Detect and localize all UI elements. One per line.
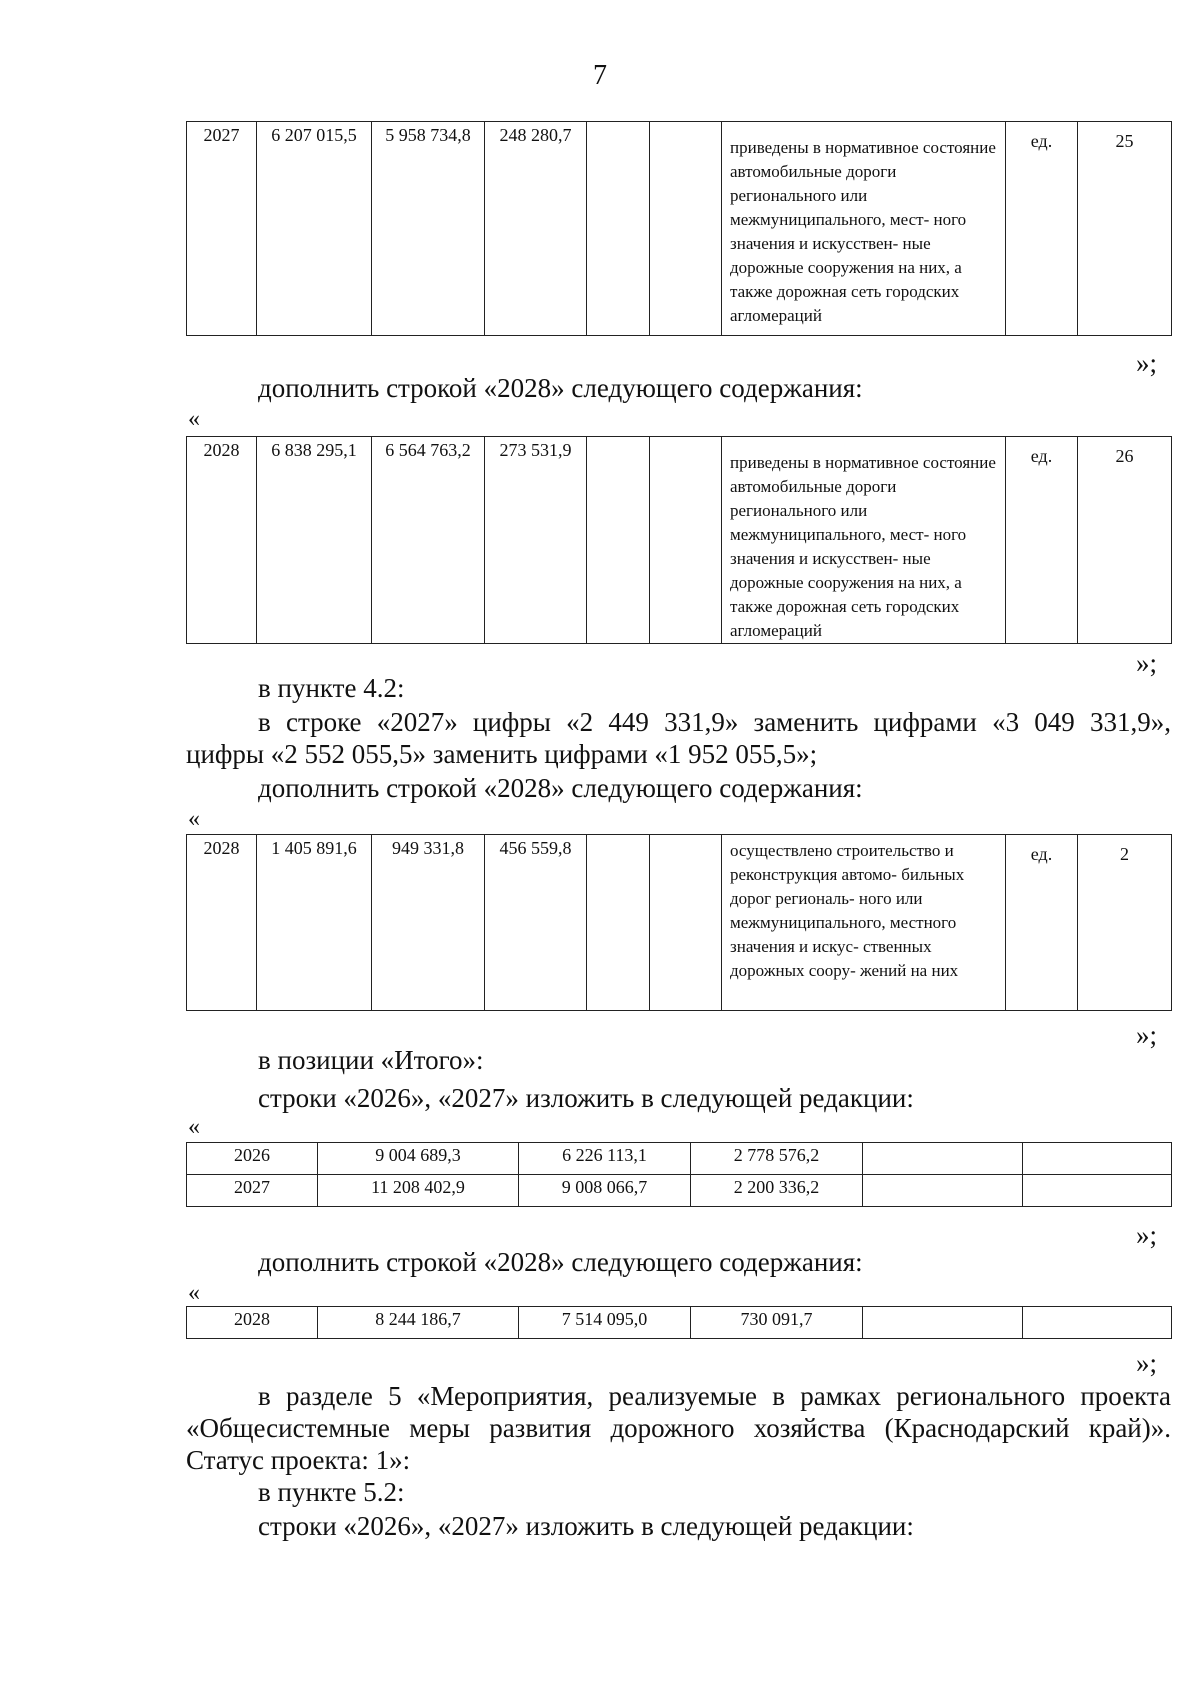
empty-cell (650, 122, 722, 336)
closing-quote: »; (1136, 1220, 1158, 1250)
total-cell: 11 208 402,9 (318, 1175, 519, 1207)
regional-cell: 6 564 763,2 (372, 437, 485, 644)
regional-cell: 7 514 095,0 (519, 1307, 691, 1339)
regional-cell: 5 958 734,8 (372, 122, 485, 336)
empty-cell (863, 1307, 1023, 1339)
year-cell: 2027 (187, 1175, 318, 1207)
opening-quote: « (188, 1114, 200, 1140)
year-cell: 2028 (187, 437, 257, 644)
description-cell: приведены в нормативное состояние автомобильные дороги регионального или межмуниципального, мест- ного значения и искусствен- ные дорожные сооружения на них, а также дорожная сеть городских агломераций (722, 437, 1006, 644)
federal-cell: 248 280,7 (485, 122, 587, 336)
empty-cell (587, 835, 650, 1011)
paragraph-item-4-2: в пункте 4.2: (258, 673, 405, 703)
table-row (187, 1307, 1172, 1339)
empty-cell (863, 1175, 1023, 1207)
total-cell: 6 207 015,5 (257, 122, 372, 336)
paragraph-add-row-2028: дополнить строкой «2028» следующего содержания: (258, 1247, 863, 1277)
table-itogo-2026-2027 (186, 1142, 1172, 1207)
federal-cell: 273 531,9 (485, 437, 587, 644)
table-row (187, 1175, 1172, 1207)
federal-cell: 2 200 336,2 (691, 1175, 863, 1207)
description-cell: приведены в нормативное состояние автомобильные дороги регионального или межмуниципального, мест- ного значения и искусствен- ные дорожные сооружения на них, а также дорожная сеть городских агломераций (722, 122, 1006, 336)
paragraph-item-5-2: в пункте 5.2: (258, 1477, 405, 1507)
total-cell: 8 244 186,7 (318, 1307, 519, 1339)
paragraph-section-5-cont: «Общесистемные меры развития дорожного хозяйства (Краснодарский край)». (186, 1413, 1171, 1443)
page-number: 7 (593, 60, 607, 91)
opening-quote: « (188, 806, 200, 832)
paragraph-add-row-2028: дополнить строкой «2028» следующего содержания: (258, 373, 863, 403)
regional-cell: 6 226 113,1 (519, 1143, 691, 1175)
unit-cell: ед. (1006, 122, 1078, 336)
unit-cell: ед. (1006, 835, 1078, 1011)
count-cell: 2 (1078, 835, 1172, 1011)
federal-cell: 2 778 576,2 (691, 1143, 863, 1175)
total-cell: 1 405 891,6 (257, 835, 372, 1011)
table-2028-construction (186, 834, 1172, 1011)
paragraph-rows-2026-2027: строки «2026», «2027» изложить в следующей редакции: (258, 1083, 914, 1113)
count-cell: 25 (1078, 122, 1172, 336)
closing-quote: »; (1136, 1020, 1158, 1050)
federal-cell: 730 091,7 (691, 1307, 863, 1339)
empty-cell (587, 122, 650, 336)
paragraph-section-5: в разделе 5 «Мероприятия, реализуемые в рамках регионального проекта (258, 1381, 1171, 1411)
year-cell: 2028 (187, 835, 257, 1011)
paragraph-add-row-2028: дополнить строкой «2028» следующего содержания: (258, 773, 863, 803)
table-2027-roads (186, 121, 1172, 336)
regional-cell: 9 008 066,7 (519, 1175, 691, 1207)
federal-cell: 456 559,8 (485, 835, 587, 1011)
year-cell: 2028 (187, 1307, 318, 1339)
empty-cell (1023, 1175, 1172, 1207)
paragraph-replace-figures-cont: цифры «2 552 055,5» заменить цифрами «1 952 055,5»; (186, 739, 818, 769)
empty-cell (1023, 1143, 1172, 1175)
closing-quote: »; (1136, 348, 1158, 378)
paragraph-itogo: в позиции «Итого»: (258, 1045, 484, 1075)
closing-quote: »; (1136, 1348, 1158, 1378)
empty-cell (1023, 1307, 1172, 1339)
paragraph-rows-2026-2027: строки «2026», «2027» изложить в следующей редакции: (258, 1511, 914, 1541)
empty-cell (587, 437, 650, 644)
table-itogo-2028 (186, 1306, 1172, 1339)
count-cell: 26 (1078, 437, 1172, 644)
year-cell: 2027 (187, 122, 257, 336)
empty-cell (863, 1143, 1023, 1175)
description-cell: осуществлено строительство и реконструкция автомо- бильных дорог региональ- ного или межмуниципального, местного значения и искус- ственных дорожных соору- жений на них (722, 835, 1006, 1011)
opening-quote: « (188, 1280, 200, 1306)
opening-quote: « (188, 406, 200, 432)
empty-cell (650, 835, 722, 1011)
paragraph-project-status: Статус проекта: 1»: (186, 1445, 411, 1475)
year-cell: 2026 (187, 1143, 318, 1175)
unit-cell: ед. (1006, 437, 1078, 644)
table-row (187, 1143, 1172, 1175)
empty-cell (650, 437, 722, 644)
total-cell: 6 838 295,1 (257, 437, 372, 644)
paragraph-replace-figures: в строке «2027» цифры «2 449 331,9» заменить цифрами «3 049 331,9», (258, 707, 1171, 737)
regional-cell: 949 331,8 (372, 835, 485, 1011)
total-cell: 9 004 689,3 (318, 1143, 519, 1175)
table-2028-roads (186, 436, 1172, 644)
closing-quote: »; (1136, 648, 1158, 678)
